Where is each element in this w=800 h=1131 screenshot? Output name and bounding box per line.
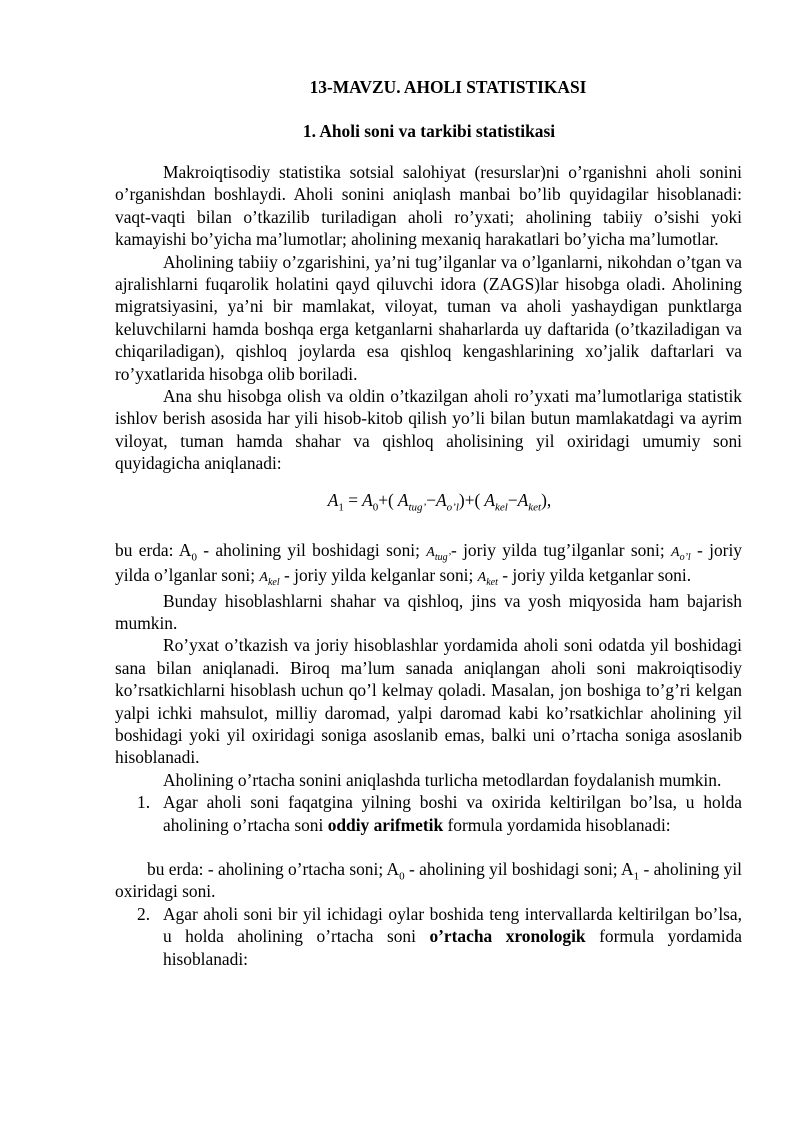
population-formula: $A_1 = A_0+$( $A_{tug’}-A_{o’l})+$( $A_{kel}-A_{ket}$), <box>327 489 552 514</box>
symbol-a-ol: $A_{o’l}$ <box>671 544 691 563</box>
symbol-a-kel: $A_{kel}$ <box>259 570 280 588</box>
document-body <box>115 161 742 970</box>
paragraph-average-need: Ro’yxat o’tkazish va joriy hisoblashlar yordamida aholi soni odatda yil boshidagi sana bilan aniqlanadi. Biroq ma’lum sanada aniqlangan aholi soni makroiqtisodiy ko’rsatkichlarni hisoblash uchun qo’l kelmay qoladi. Masalan, jon boshiga to’g’ri kelgan yalpi ichki mahsulot, milliy daromad, yalpi daromad kabi ko’rsatkichlar aholining yil boshidagi yoki yil oxiridagi soniga asoslanib emas, balki uni o’rtacha soniga asoslanib hisoblanadi. <box>115 635 742 768</box>
paragraph-natural-change: Aholining tabiiy o’zgarishini, ya’ni tug’ilganlar va o’lganlarni, nikohdan o’tgan va ajralishlarni fuqarolik holatini qayd qiluvchi idora (ZAGS)lar hisobga oladi. Aholining migratsiyasini, ya’ni bir mamlakat, viloyat, tuman va aholi yashaydigan punktlarga keluvchilarni hamda boshqa erga ketganlarni shaharlarda uy daftarida (o’tkaziladigan va chiqariladigan), qishloq joylarda esa qishloq kengashlarining xo’jalik daftarlari va ro’yxatlarida hisobga olib boriladi. <box>115 251 742 384</box>
symbol-a-tug: $A_{tug’}$ <box>426 544 451 563</box>
list-item-arithmetic: 1. Agar aholi soni faqatgina yilning boshi va oxirida keltirilgan bo’lsa, u holda aholining o’rtacha soni oddiy arifmetik formula yordamida hisoblanadi: <box>137 792 742 835</box>
paragraph-calculation: Ana shu hisobga olish va oldin o’tkazilgan aholi ro’yxati ma’lumotlariga statistik ishlov berish asosida har yili hisob-kitob qilish yo’li bilan butun mamlakatdagi va ayrim viloyat, tuman hamda shahar va qishloq aholisining yil oxiridagi umumiy soni quyidagicha aniqlanadi: <box>115 386 742 474</box>
page-title: 13-MAVZU. AHOLI STATISTIKASI <box>309 77 587 97</box>
average-legend: bu erda: - aholining o’rtacha soni; $A_0$ - aholining yil boshidagi soni; $A_1$ - aholining yil oxiridagi soni. <box>115 858 742 902</box>
list-item-chronological: 2. Agar aholi soni bir yil ichidagi oylar boshida teng intervallarda keltirilgan bo’lsa, u holda aholining o’rtacha soni o’rtacha xronologik formula yordamida hisoblanadi: <box>137 903 742 969</box>
formula-legend: bu erda: $A_0$ - aholining yil boshidagi soni; $A_{tug’}-$ joriy yilda tug’ilganlar soni; $A_{o’l}$ - joriy yilda o’lganlar soni; $A_{kel}$ - joriy yilda kelganlar soni; $A_{ket}$ - joriy yilda ketganlar soni. <box>115 539 742 588</box>
section-title: 1. Aholi soni va tarkibi statistikasi <box>302 121 556 141</box>
paragraph-breakdown: Bunday hisoblashlarni shahar va qishloq, jins va yosh miqyosida ham bajarish mumkin. <box>115 590 742 633</box>
paragraph-methods: Aholining o’rtacha sonini aniqlashda turlicha metodlardan foydalanish mumkin. <box>163 769 722 790</box>
symbol-a-ket: $A_{ket}$ <box>477 570 498 588</box>
paragraph-sources: Makroiqtisodiy statistika sotsial salohiyat (resurslar)ni o’rganishni aholi sonini o’rganishdan boshlaydi. Aholi sonini aniqlash manbai bo’lib quyidagilar hisoblanadi: vaqt-vaqti bilan o’tkazilib turiladigan aholi ro’yxati; aholining tabiiy o’sishi yoki kamayishi bo’yicha ma’lumotlar; aholining mexaniq harakatlari bo’yicha ma’lumotlar. <box>115 162 742 250</box>
